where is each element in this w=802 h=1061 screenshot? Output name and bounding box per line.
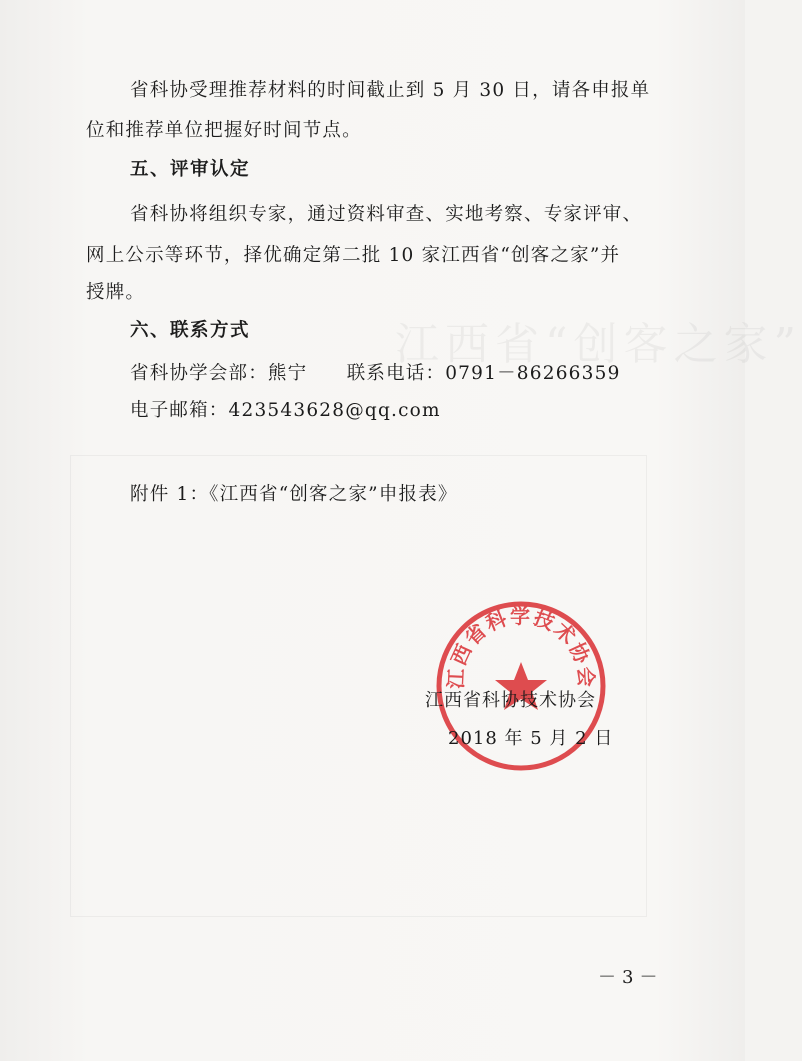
review-line-1: 省科协将组织专家，通过资料审查、实地考察、专家评审、 [130,204,643,225]
signature-organization: 江西省科协技术协会 [425,690,596,711]
review-line-2: 网上公示等环节，择优确定第二批 10 家江西省“创客之家”并 [86,245,621,266]
section-6-heading: 六、联系方式 [130,320,251,341]
review-line-3: 授牌。 [86,282,146,303]
section-5-heading: 五、评审认定 [130,159,251,180]
email-line: 电子邮箱：423543628@qq.com [130,400,441,421]
deadline-line-2: 位和推荐单位把握好时间节点。 [86,120,362,141]
attachment-line: 附件 1：《江西省“创客之家”申报表》 [130,484,458,505]
deadline-line-1: 省科协受理推荐材料的时间截止到 5 月 30 日，请各申报单 [130,80,651,101]
page-number: －3－ [598,967,664,988]
signature-date: 2018 年 5 月 2 日 [448,728,614,749]
show-through-title: 江西省“创客之家” [395,319,802,370]
seal-text: 江西省科学技术协会 [443,603,599,690]
contact-line: 省科协学会部：熊宁 联系电话：0791－86266359 [130,363,621,384]
